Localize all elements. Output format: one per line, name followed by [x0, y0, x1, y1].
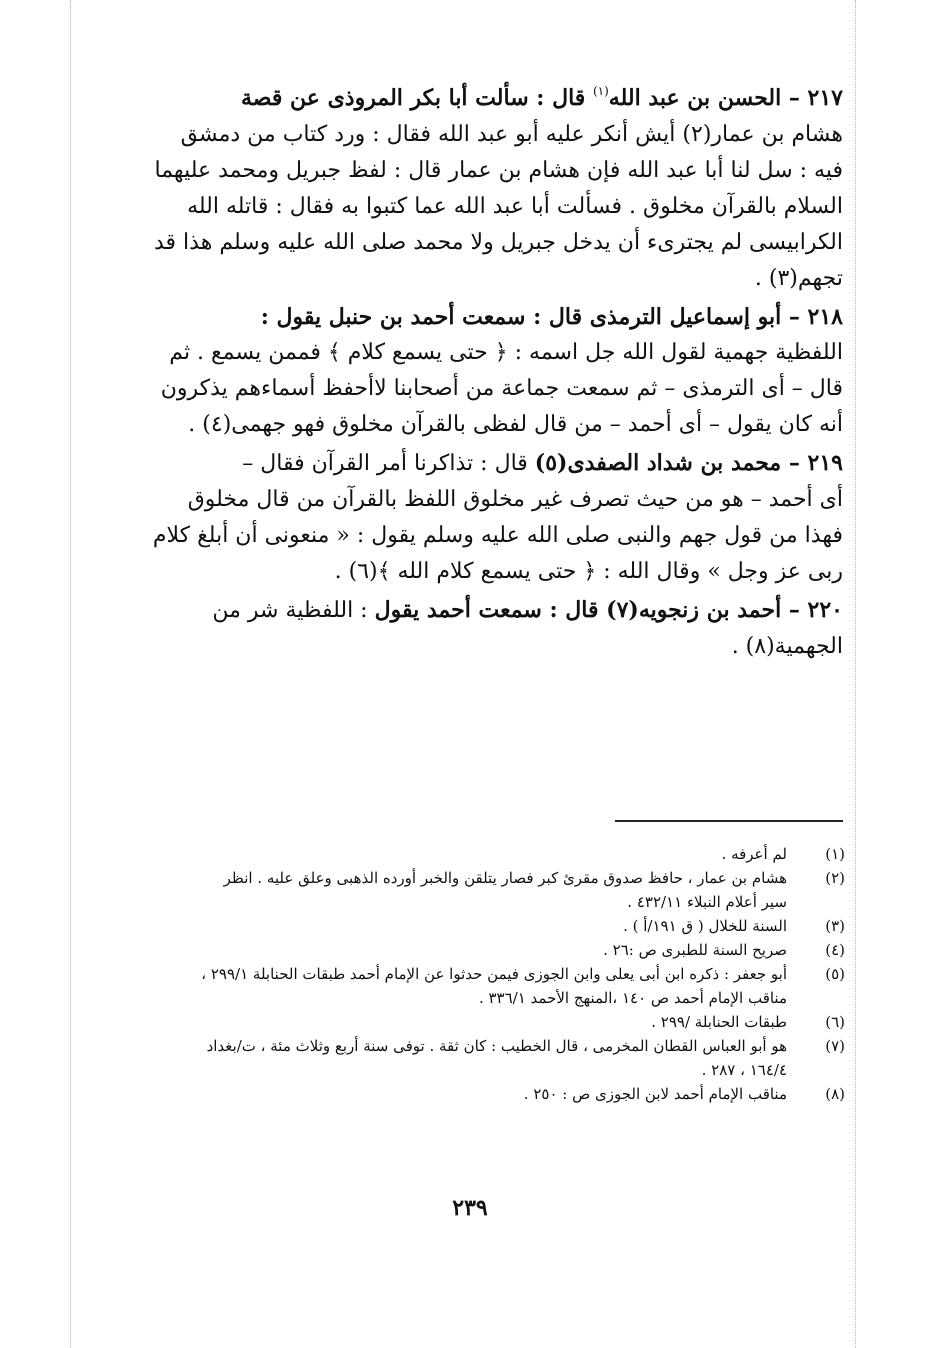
footnote-number: (٣): [825, 917, 845, 935]
main-text: [128, 80, 843, 667]
footnote-continuation: ١٦٤/٤ ، ٢٨٧ .: [701, 1061, 787, 1079]
footnote-text: صريح السنة للطبرى ص :٢٦ .: [603, 941, 787, 959]
entry-218: [128, 299, 843, 443]
footnote-number: (٢): [825, 869, 845, 887]
entry-217: [128, 80, 843, 297]
footnote: [120, 914, 845, 938]
footnote: [120, 1010, 845, 1034]
text-line: تجهم(٣) .: [754, 266, 843, 291]
text-line: اللفظية جهمية لقول الله جل اسمه : ﴿ حتى يسمع كلام ﴾ فممن يسمع . ثم: [169, 340, 843, 365]
text-line: هشام بن عمار(٢) أيش أنكر عليه أبو عبد الله فقال : ورد كتاب من دمشق: [180, 122, 843, 147]
text-line: قال – أى الترمذى – ثم سمعت جماعة من أصحابنا لاأحفظ أسماءهم يذكرون: [160, 376, 843, 401]
entry-heading: ٢١٧ – الحسن بن عبد الله: [608, 85, 843, 111]
footnote-text: لم أعرفه .: [721, 845, 787, 863]
text-span: : اللفظية شر من: [212, 598, 375, 623]
footnote-text: هو أبو العباس القطان المخرمى ، قال الخطيب : كان ثقة . توفى سنة أربع وثلاث مئة ، ت/بغداد: [206, 1037, 787, 1055]
footnote-text: السنة للخلال ( ق ١٩١/أ ) .: [623, 917, 787, 935]
text-line: أنه كان يقول – أى أحمد – من قال لفظى بالقرآن مخلوق فهو جهمى(٤) .: [188, 412, 843, 437]
text-line: ربى عز وجل » وقال الله : ﴿ حتى يسمع كلام الله ﴾(٦) .: [334, 559, 843, 584]
footnote-continuation: سير أعلام النبلاء ٤٣٢/١١ .: [627, 893, 787, 911]
footnote: [120, 1082, 845, 1106]
footnote: [120, 842, 845, 866]
footnote: [120, 938, 845, 962]
footnote: [120, 962, 845, 986]
text-line: السلام بالقرآن مخلوق . فسألت أبا عبد الله عما كتبوا به فقال : قاتله الله: [187, 194, 843, 219]
text-line: أى أحمد – هو من حيث تصرف غير مخلوق اللفظ بالقرآن من قال مخلوق: [187, 487, 843, 512]
text-line: الجهمية(٨) .: [731, 634, 843, 659]
footnote-number: (٤): [825, 941, 845, 959]
page-number: ٢٣٩: [452, 1195, 488, 1221]
footnote: [120, 866, 845, 890]
text-line: فيه : سل لنا أبا عبد الله فإن هشام بن عمار قال : لفظ جبريل ومحمد عليهما: [154, 158, 843, 183]
text-line: الكرابيسى لم يجترىء أن يدخل جبريل ولا محمد صلى الله عليه وسلم هذا قد: [154, 230, 843, 255]
text-line: [128, 445, 843, 482]
footnote-ref: (١): [592, 84, 609, 98]
footnote-number: (١): [825, 845, 845, 863]
text-line: [128, 592, 843, 629]
text-span: قال : سألت أبا بكر المروذى عن قصة: [240, 85, 593, 111]
text-line: [128, 80, 843, 117]
text-line: فهذا من قول جهم والنبى صلى الله عليه وسلم يقول : « منعونى أن أبلغ كلام: [152, 523, 843, 548]
text-span: قال : تذاكرنا أمر القرآن فقال –: [242, 451, 535, 476]
entry-219: [128, 445, 843, 590]
footnote-number: (٥): [825, 965, 845, 983]
entry-heading: ٢١٨ – أبو إسماعيل الترمذى قال : سمعت أحمد بن حنبل يقول :: [260, 304, 843, 330]
footnote-number: (٨): [825, 1085, 845, 1103]
footnote-separator: [615, 820, 843, 822]
right-margin-dotted-line: [855, 0, 856, 1348]
footnote-text: هشام بن عمار ، حافظ صدوق مقرئ كبر فصار يتلقن والخبر أورده الذهبى وعلق عليه . انظر: [223, 869, 787, 887]
footnote-number: (٦): [825, 1013, 845, 1031]
footnote: [120, 1034, 845, 1058]
entry-220: [128, 592, 843, 665]
footnote-text: مناقب الإمام أحمد لابن الجوزى ص : ٢٥٠ .: [523, 1085, 787, 1103]
left-margin-dotted-line: [70, 0, 71, 1348]
entry-heading: ٢٢٠ – أحمد بن زنجويه(٧) قال : سمعت أحمد يقول: [374, 597, 843, 623]
entry-heading: ٢١٩ – محمد بن شداد الصفدى(٥): [534, 450, 843, 476]
footnote-continuation: مناقب الإمام أحمد ص ١٤٠ ،المنهج الأحمد ٣٣٦/١ .: [478, 989, 787, 1007]
footnotes: [120, 842, 845, 1106]
footnote-text: أبو جعفر : ذكره ابن أبى يعلى وابن الجوزى فيمن حدثوا عن الإمام أحمد طبقات الحنابلة ٢٩٩/١ ،: [201, 965, 787, 983]
footnote-number: (٧): [825, 1037, 845, 1055]
footnote-text: طبقات الحنابلة /٢٩٩ .: [651, 1013, 787, 1031]
